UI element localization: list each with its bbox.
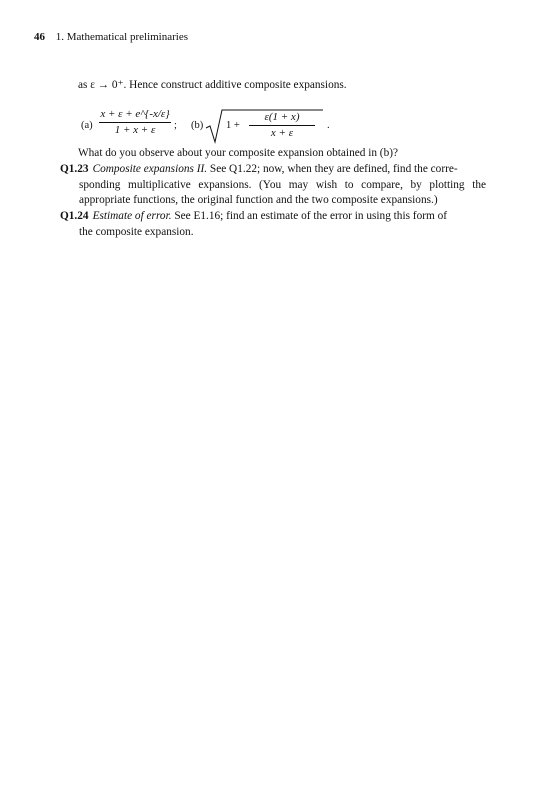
formula-a-trailing: ; (174, 120, 177, 131)
page-number: 46 (34, 31, 45, 43)
question-q1-24 (60, 209, 486, 240)
formula-b-trailing: . (327, 120, 330, 131)
question-number: Q1.24 (60, 210, 89, 222)
running-head (34, 31, 188, 43)
formula-b-fraction (249, 111, 315, 140)
chapter-title: 1. Mathematical preliminaries (55, 31, 189, 43)
question-number: Q1.23 (60, 163, 89, 175)
formula-row (81, 108, 341, 148)
formula-b-numerator: ε(1 + x) (264, 111, 300, 123)
question-text-continued: the composite expansion. (79, 225, 194, 238)
question-q1-23 (60, 162, 486, 209)
formula-a-fraction (99, 108, 171, 137)
formula-a-label: (a) (81, 120, 93, 131)
formula-b-denominator: x + ε (270, 127, 294, 139)
formula-b-label: (b) (191, 120, 204, 131)
question-text-continued: sponding multiplicative expansions. (You may wish to compare, by plotting the appropriate functions, the original function and the two composite expansions.) (79, 178, 486, 207)
question-title: Composite expansions II. (92, 163, 208, 175)
question-text: See Q1.22; now, when they are defined, find the corre- (209, 163, 458, 175)
fraction-bar (249, 125, 315, 126)
fraction-bar (99, 122, 171, 123)
observation-line: What do you observe about your composite expansion obtained in (b)? (78, 147, 398, 159)
formula-a-numerator: x + ε + e^{-x/ε} (100, 108, 170, 120)
question-title: Estimate of error. (92, 210, 172, 222)
formula-a-denominator: 1 + x + ε (114, 124, 156, 136)
intro-line: as ε → 0⁺. Hence construct additive composite expansions. (78, 79, 347, 91)
formula-b-radicand-lead: 1 + (226, 120, 240, 131)
question-text: See E1.16; find an estimate of the error in using this form of (174, 210, 448, 222)
